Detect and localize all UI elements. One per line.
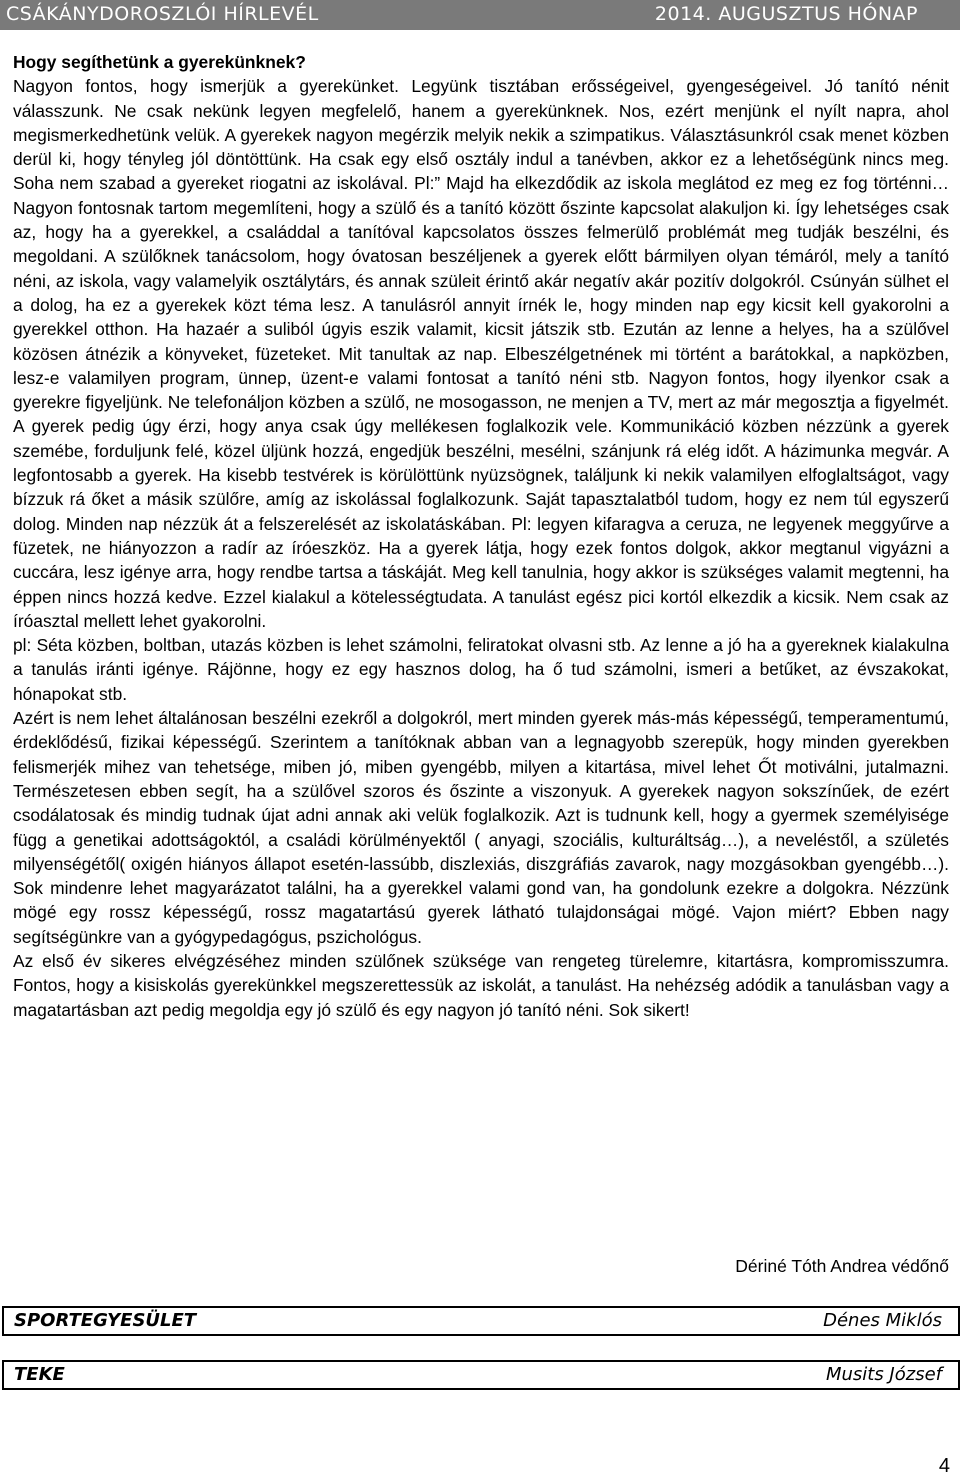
- article-paragraph: pl: Séta közben, boltban, utazás közben is lehet számolni, feliratokat olvasni stb. Az lenne a jó ha a gyereknek kialakulna a tanulás iránti igénye. Rájönne, hogy ez egy hasznos dolog, ha ő tud számolni, ismeri a betűket, az évszakokat, hónapokat stb.: [13, 635, 949, 704]
- section-box-sportegyesulet: [2, 1306, 960, 1336]
- article-paragraph: Azért is nem lehet általánosan beszélni ezekről a dolgokról, mert minden gyerek más-más képességű, temperamentumú, érdeklődésű, fizikai képességű. Szerintem a tanítóknak abban van a legnagyobb szerepük, hogy minden gyerekben felismerjék mihez van tehetsége, miben jó, miben gyengébb, milyen a kitartása, mivel lehet Őt motiválni, jutalmazni. Természetesen ebben segít, ha a szülővel szoros és őszinte a viszonyuk. A gyerekek nagyon sokszínűek, de ezért csodálatosak és mindig tudnak újat adni annak aki velük foglalkozik. Azt is tudnunk kell, hogy a gyermek személyisége függ a genetikai adottságoktól, a családi körülményektől ( anyagi, szociális, kulturáltság…), a neveléstől, a születés milyenségétől( oxigén hiányos állapot esetén-lassúbb, diszlexiás, diszgráfiás zavarok, nagy mozgásokban gyengébb…). Sok mindenre lehet magyarázatot találni, ha a gyerekkel valami gond van, ha gondolunk ezekre a dolgokra. Nézzünk mögé egy rossz képességű, rossz magatartású gyerek látható tulajdonságai mögé. Vajon miért? Ebben nagy segítségünkre van a gyógypedagógus, pszichológus.: [13, 708, 949, 947]
- article: [13, 50, 949, 1022]
- newsletter-title: CSÁKÁNYDOROSZLÓI HÍRLEVÉL: [6, 3, 319, 25]
- page-number: 4: [938, 1455, 950, 1477]
- section-box-teke: [2, 1360, 960, 1390]
- issue-date: 2014. AUGUSZTUS HÓNAP: [654, 3, 918, 25]
- article-heading: Hogy segíthetünk a gyerekünknek?: [13, 52, 306, 72]
- section-title: SPORTEGYESÜLET: [14, 1310, 197, 1331]
- section-author: Musits József: [825, 1364, 942, 1385]
- article-paragraph: Az első év sikeres elvégzéséhez minden szülőnek szüksége van rengeteg türelemre, kitartásra, kompromisszumra. Fontos, hogy a kisiskolás gyerekünkkel megszerettessük az iskolát, a tanulást. Ha nehézség adódik a tanulásban vagy a magatartásban azt pedig megoldja egy jó szülő és egy nagyon jó tanító néni. Sok sikert!: [13, 950, 949, 1020]
- section-author: Dénes Miklós: [823, 1310, 942, 1331]
- article-paragraph: Nagyon fontos, hogy ismerjük a gyerekünket. Legyünk tisztában erősségeivel, gyengeségeivel. Jó tanító nénit válasszunk. Ne csak nekünk legyen megfelelő, hanem a gyerekünknek. Nos, ezért menjünk el nyílt napra, ahol megismerkedhetünk velük. A gyerekek nagyon megérzik melyik nekik a szimpatikus. Választásunkról csak menet közben derül ki, hogy tényleg jól döntöttünk. Ha csak egy első osztály indul a tanévben, akkor ez a lehetőségünk nincs meg. Soha nem szabad a gyereket riogatni az iskolával. Pl:” Majd ha elkezdődik az iskola meglátod ez meg ez fog történni… Nagyon fontosnak tartom megemlíteni, hogy a szülő és a tanító között őszinte kapcsolat alakuljon ki. Így lehetséges csak az, hogy ha a gyerekkel, a családdal a tanítóval kapcsolatos összes felmerülő problémát meg tudják beszélni, és megoldani. A szülőknek tanácsolom, hogy óvatosan beszéljenek a gyerek előtt bármilyen olyan témáról, mely a tanító néni, az iskola, vagy valamelyik osztálytárs, és annak szüleit érintő akár negatív akár pozitív dolgokról. Csúnyán sülhet el a dolog, ha ez a gyerekek közt téma lesz. A tanulásról annyit írnék le, hogy minden nap egy kicsit kell gyakorolni a gyerekkel otthon. Ha hazaér a suliból úgyis eszik valamit, kicsit játszik stb. Ezután az lenne a helyes, ha a szülővel közösen átnézik a könyveket, füzeteket. Mit tanultak az nap. Elbeszélgetnének mi történt a barátokkal, a napközben, lesz-e valamilyen program, ünnep, üzent-e valami fontosat a tanító néni stb. Nagyon fontos, hogy ilyenkor csak a gyerekre figyeljünk. Ne telefonáljon közben a szülő, ne mosogasson, ne menjen a TV, mert az már megosztja a figyelmét. A gyerek pedig úgy érzi, hogy anya csak úgy mellékesen foglalkozik vele. Kommunikáció közben nézzünk a gyerek szemébe, forduljunk felé, közel üljünk hozzá, engedjük beszélni, mesélni, szánjunk rá elég időt. A házimunka megvár. A legfontosabb a gyerek. Ha kisebb testvérek is körülöttünk nyüzsögnek, találjunk ki nekik valamilyen elfoglaltságot, vagy bízzuk rá őket a másik szülőre, amíg az iskolással foglalkozunk. Saját tapasztalatból tudom, hogy ez nem túl egyszerű dolog. Minden nap nézzük át a felszerelését az iskolatáskában. Pl: legyen kifaragva a ceruza, ne legyenek meggyűrve a füzetek, ne hiányozzon a radír az íróeszköz. Ha a gyerek látja, hogy ezek fontos dolgok, akkor megtanul vigyázni a cuccára, lesz igénye arra, hogy rendbe tartsa a táskáját. Meg kell tanulnia, hogy akkor is szükséges valamit megtenni, ha éppen nincs hozzá kedve. Ezzel kialakul a kötelességtudata. A tanulást egész pici kortól elkezdik a kicsik. Nem csak az íróasztal mellett lehet gyakorolni.: [13, 76, 949, 631]
- article-signature: Dériné Tóth Andrea védőnő: [735, 1256, 949, 1276]
- section-title: TEKE: [14, 1364, 65, 1385]
- newsletter-header: [0, 0, 960, 30]
